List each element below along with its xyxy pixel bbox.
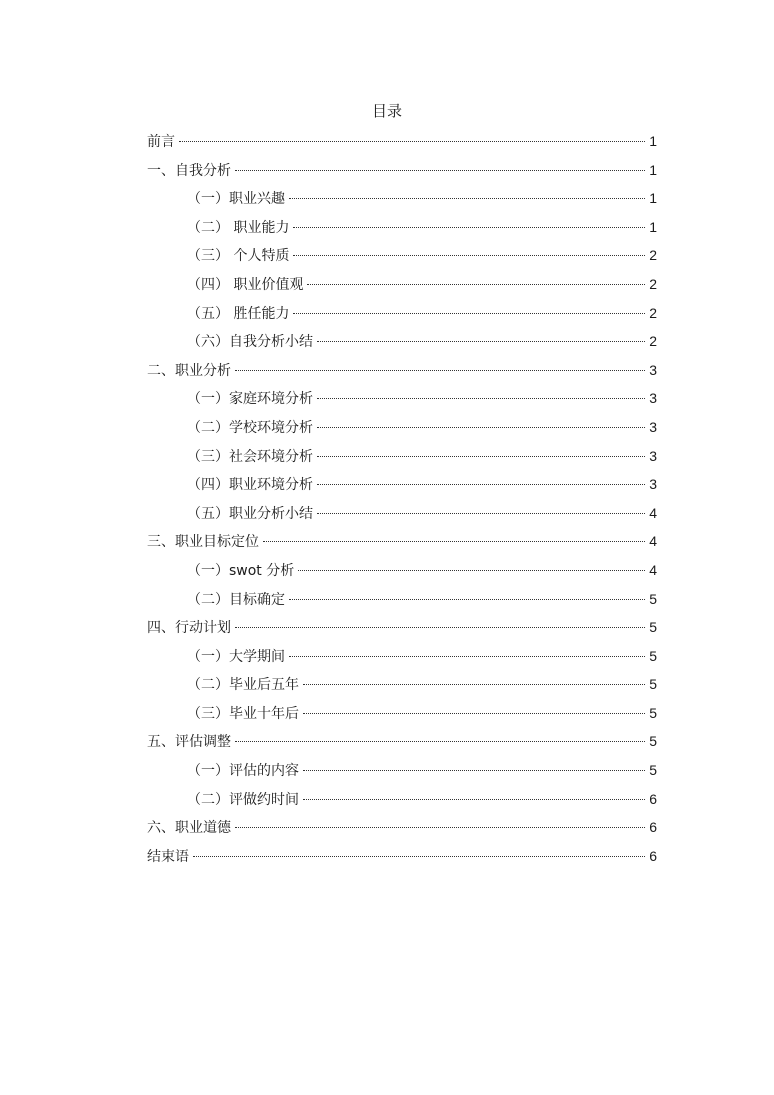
toc-entry[interactable] [147, 356, 657, 385]
dot-leader [293, 227, 645, 228]
toc-page-number: 3 [649, 361, 657, 378]
dot-leader [317, 427, 645, 428]
dot-leader [289, 599, 645, 600]
dot-leader [298, 570, 645, 571]
toc-page-number: 5 [649, 676, 657, 693]
toc-entry-title: （三）毕业十年后 [187, 705, 299, 722]
toc-entry[interactable] [147, 727, 657, 756]
toc-entry-title: （一）家庭环境分析 [187, 391, 313, 408]
dot-leader [235, 741, 645, 742]
toc-page-number: 2 [649, 333, 657, 350]
toc-entry[interactable] [147, 813, 657, 842]
dot-leader [179, 141, 645, 142]
dot-leader [263, 541, 645, 542]
toc-entry-title: （四） 职业价值观 [187, 276, 304, 293]
dot-leader [317, 513, 645, 514]
toc-page-number: 1 [649, 218, 657, 235]
toc-entry-title: （一）评估的内容 [187, 763, 299, 780]
dot-leader [317, 456, 645, 457]
toc-entry-title: 前言 [147, 134, 175, 150]
toc-entry-title: 四、行动计划 [147, 620, 231, 637]
dot-leader [303, 770, 645, 771]
toc-page-number: 3 [649, 418, 657, 435]
dot-leader [235, 627, 645, 628]
toc-entry-title: 结束语 [147, 848, 189, 865]
toc-page-number: 3 [649, 447, 657, 464]
toc-entry[interactable] [147, 156, 657, 185]
toc-page-number: 4 [649, 561, 657, 578]
toc-page-number: 5 [649, 647, 657, 664]
dot-leader [235, 827, 645, 828]
dot-leader [293, 313, 645, 314]
dot-leader [193, 856, 645, 857]
toc-entry[interactable] [147, 299, 657, 328]
toc-page-number: 3 [649, 476, 657, 493]
toc-entry[interactable] [147, 384, 657, 413]
dot-leader [303, 684, 645, 685]
toc-entry[interactable] [147, 585, 657, 614]
toc-entry-title: （三） 个人特质 [187, 248, 290, 265]
toc-page-number: 1 [649, 190, 657, 207]
toc-entry-title: （二）评做约时间 [187, 791, 299, 808]
toc-entry[interactable] [147, 756, 657, 785]
toc-entry-title: （五）职业分析小结 [187, 505, 313, 522]
toc-entry-title: 一、自我分析 [147, 162, 231, 179]
toc-entry-title: 二、职业分析 [147, 362, 231, 379]
toc-entry[interactable] [147, 327, 657, 356]
toc-page-number: 5 [649, 704, 657, 721]
toc-title: 目录 [371, 102, 402, 120]
dot-leader [307, 284, 645, 285]
dot-leader [303, 713, 645, 714]
toc-entry[interactable] [147, 470, 657, 499]
toc-page-number: 4 [649, 533, 657, 550]
toc-entry[interactable] [147, 442, 657, 471]
toc-entry-title: （二） 职业能力 [187, 219, 290, 236]
toc-entry-title: （五） 胜任能力 [187, 305, 290, 322]
toc-entry[interactable] [147, 842, 657, 871]
table-of-contents [147, 127, 657, 870]
toc-entry-title: （二）目标确定 [187, 591, 285, 608]
dot-leader [317, 398, 645, 399]
dot-leader [293, 255, 645, 256]
toc-page-number: 5 [649, 619, 657, 636]
toc-entry[interactable] [147, 670, 657, 699]
toc-entry[interactable] [147, 213, 657, 242]
dot-leader [235, 170, 645, 171]
toc-entry-title: （二）毕业后五年 [187, 677, 299, 694]
dot-leader [235, 370, 645, 371]
toc-entry[interactable] [147, 241, 657, 270]
toc-page-number: 1 [649, 161, 657, 178]
toc-entry-title: （一）大学期间 [187, 648, 285, 665]
dot-leader [289, 656, 645, 657]
toc-entry[interactable] [147, 413, 657, 442]
toc-entry[interactable] [147, 270, 657, 299]
toc-entry-title: （三）社会环境分析 [187, 448, 313, 465]
toc-page-number: 6 [649, 790, 657, 807]
toc-entry[interactable] [147, 127, 657, 156]
toc-entry[interactable] [147, 527, 657, 556]
toc-entry-title: （六）自我分析小结 [187, 334, 313, 351]
dot-leader [303, 799, 645, 800]
toc-page-number: 2 [649, 304, 657, 321]
toc-page-number: 6 [649, 847, 657, 864]
toc-entry-title: 三、职业目标定位 [147, 534, 259, 551]
toc-entry-title: （一）职业兴趣 [187, 191, 285, 208]
toc-page-number: 1 [649, 133, 657, 149]
toc-entry-title: （一）swot 分析 [187, 562, 295, 579]
dot-leader [289, 198, 645, 199]
toc-entry[interactable] [147, 642, 657, 671]
toc-entry[interactable] [147, 699, 657, 728]
toc-entry-title: 六、职业道德 [147, 820, 231, 837]
toc-page-number: 4 [649, 504, 657, 521]
toc-entry[interactable] [147, 785, 657, 814]
toc-page-number: 3 [649, 390, 657, 407]
toc-page-number: 5 [649, 733, 657, 750]
toc-entry-title: （二）学校环境分析 [187, 419, 313, 436]
toc-entry-title: （四）职业环境分析 [187, 477, 313, 494]
toc-page-number: 5 [649, 590, 657, 607]
toc-entry[interactable] [147, 613, 657, 642]
toc-entry-title: 五、评估调整 [147, 734, 231, 751]
toc-entry[interactable] [147, 184, 657, 213]
dot-leader [317, 484, 645, 485]
toc-page-number: 5 [649, 762, 657, 779]
toc-entry[interactable] [147, 499, 657, 528]
toc-entry[interactable] [147, 556, 657, 585]
toc-page-number: 2 [649, 275, 657, 292]
toc-page-number: 2 [649, 247, 657, 264]
dot-leader [317, 341, 645, 342]
toc-page-number: 6 [649, 819, 657, 836]
